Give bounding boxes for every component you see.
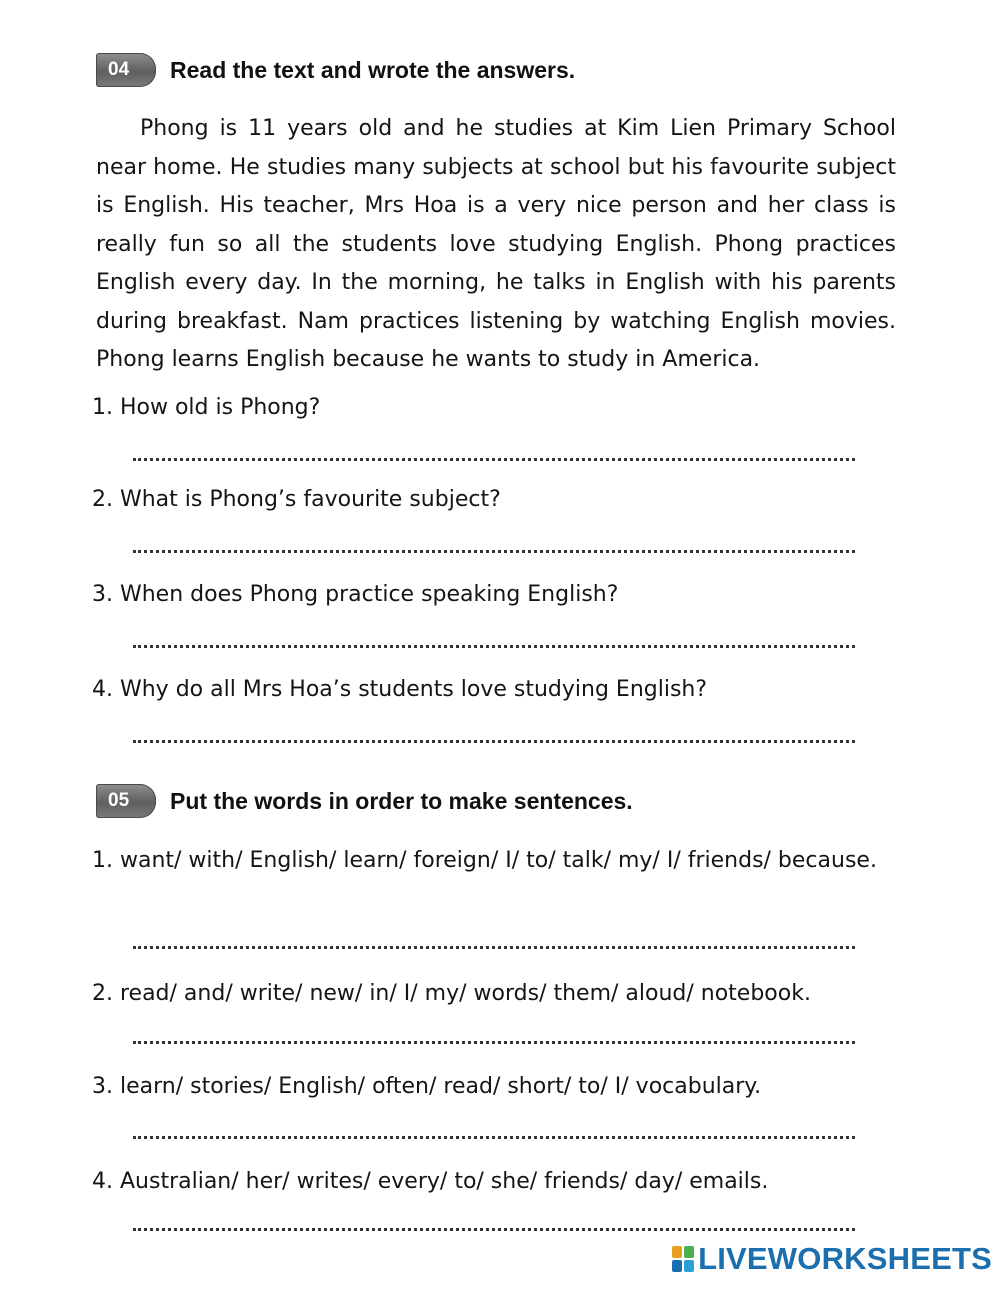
question-2: 2. What is Phong’s favourite subject? [92,487,501,512]
answer-line-3[interactable] [133,645,855,648]
section-5-badge: 05 [96,784,156,818]
scramble-item-4: 4. Australian/ her/ writes/ every/ to/ she/ friends/ day/ emails. [92,1169,769,1194]
scramble-item-2: 2. read/ and/ write/ new/ in/ I/ my/ words/ them/ aloud/ notebook. [92,981,811,1006]
section-4-badge: 04 [96,53,156,87]
answer-line-1[interactable] [133,458,855,461]
answer-line-2[interactable] [133,550,855,553]
section-5-title: Put the words in order to make sentences. [170,787,633,814]
scramble-item-1: 1. want/ with/ English/ learn/ foreign/ I/ to/ talk/ my/ I/ friends/ because. [92,848,877,873]
question-1: 1. How old is Phong? [92,395,321,420]
answer-line-4[interactable] [133,740,855,743]
logo-text: LIVEWORKSHEETS [698,1241,992,1276]
question-3: 3. When does Phong practice speaking English? [92,582,619,607]
logo-square-2 [684,1246,694,1258]
scramble-item-3: 3. learn/ stories/ English/ often/ read/ short/ to/ I/ vocabulary. [92,1074,762,1099]
question-4: 4. Why do all Mrs Hoa’s students love studying English? [92,677,708,702]
logo-square-1 [672,1246,682,1258]
logo-square-4 [684,1260,694,1272]
liveworksheets-logo-icon [672,1246,694,1272]
logo-square-3 [672,1260,682,1272]
scramble-answer-line-2[interactable] [133,1041,855,1044]
scramble-answer-line-4[interactable] [133,1228,855,1231]
reading-passage: Phong is 11 years old and he studies at Kim Lien Primary School near home. He studies many subjects at school but his favourite subject is English. His teacher, Mrs Hoa is a very nice person and her class is really fun so all the students love studying English. Phong practices English every day. In the morning, he talks in English with his parents during breakfast. Nam practices listening by watching English movies. Phong learns English because he wants to study in America. [96,116,896,372]
scramble-answer-line-1[interactable] [133,946,855,949]
liveworksheets-logo[interactable] [672,1241,992,1277]
section-5-header [96,783,633,819]
scramble-answer-line-3[interactable] [133,1136,855,1139]
section-4-title: Read the text and wrote the answers. [170,56,576,83]
section-4-header [96,52,575,88]
